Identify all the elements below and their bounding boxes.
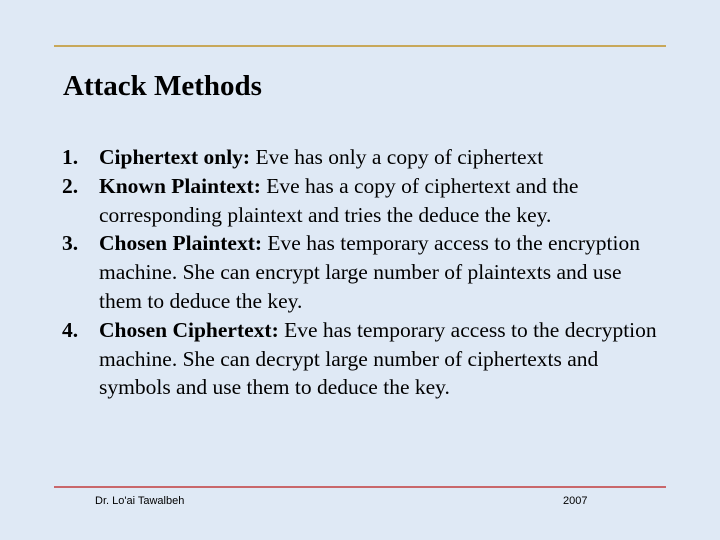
list-item-term: Known Plaintext: <box>99 173 261 198</box>
list-item-number: 4. <box>62 317 79 342</box>
footer-author: Dr. Lo'ai Tawalbeh <box>95 495 185 507</box>
attack-methods-list <box>62 143 662 402</box>
list-item-text: Eve has temporary access to the encryption machine. She can encrypt large number of plaintexts and use them to deduce the key. <box>99 231 640 313</box>
list-item-term: Ciphertext only: <box>99 145 251 169</box>
footer-year: 2007 <box>563 495 588 507</box>
list-item <box>62 229 662 315</box>
slide-title: Attack Methods <box>63 70 262 102</box>
list-item-number: 1. <box>62 145 79 169</box>
top-divider <box>54 45 666 47</box>
list-item-number: 3. <box>62 231 79 256</box>
list-item-term: Chosen Ciphertext: <box>99 317 279 342</box>
list-item <box>62 316 662 402</box>
list-item <box>62 172 662 230</box>
list-item <box>62 143 662 172</box>
list-item-text: Eve has temporary access to the decryption machine. She can decrypt large number of ciphertexts and symbols and use them to deduce the key. <box>99 317 657 400</box>
list-item-text: Eve has a copy of ciphertext and the corresponding plaintext and tries the deduce the key. <box>99 173 579 227</box>
bottom-divider <box>54 486 666 488</box>
list-item-number: 2. <box>62 173 79 198</box>
list-item-text: Eve has only a copy of ciphertext <box>250 145 544 169</box>
list-item-term: Chosen Plaintext: <box>99 231 263 256</box>
